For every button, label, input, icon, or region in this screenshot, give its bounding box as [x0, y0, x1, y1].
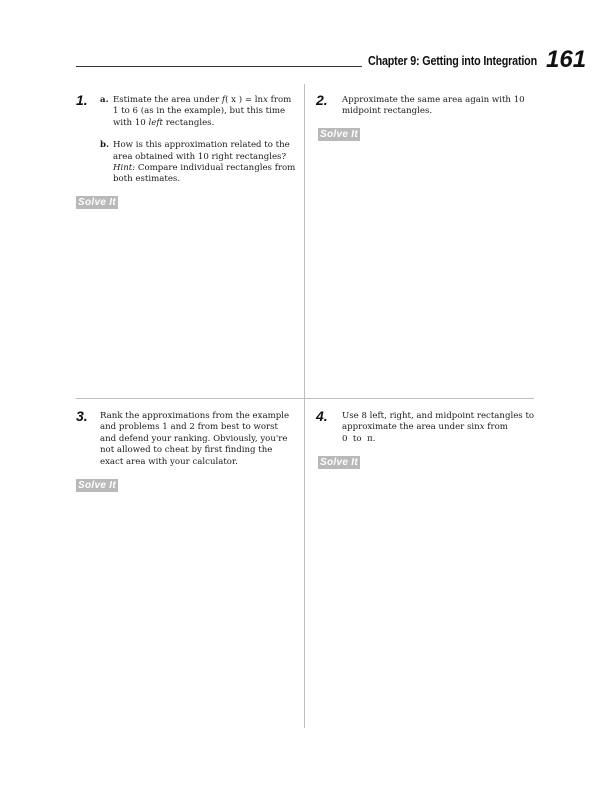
solve-it-button-2[interactable]: Solve It: [318, 128, 360, 141]
part-b-label: b.: [100, 140, 110, 151]
problem-1-text: [100, 95, 296, 186]
row-divider: [76, 398, 534, 399]
problem-3-number: 3.: [76, 408, 88, 424]
problem-4-text: Use 8 left, right, and midpoint rectangles to approximate the area under sinx from 0 to π.: [342, 411, 535, 444]
solve-it-button-1[interactable]: Solve It: [76, 196, 118, 209]
column-divider: [304, 84, 305, 728]
header-rule: [76, 66, 362, 67]
solve-it-button-3[interactable]: Solve It: [76, 479, 118, 492]
problem-1-part-b: b. How is this approximation related to the area obtained with 10 right rectangles? Hint: Compare individual rectangles from both estimates.: [100, 140, 296, 185]
part-a-label: a.: [100, 95, 109, 105]
problem-1-number: 1.: [76, 92, 88, 108]
problem-4-number: 4.: [316, 408, 328, 424]
problem-4-range: 0 to π.: [342, 433, 376, 444]
page-number: 161: [546, 46, 587, 73]
problem-3-text: Rank the approximations from the example and problems 1 and 2 from best to worst and defend your ranking. Obviously, you're not allowed to cheat by first finding the exact area with your calculator.: [100, 411, 290, 467]
problem-2-number: 2.: [316, 92, 328, 108]
solve-it-button-4[interactable]: Solve It: [318, 456, 360, 469]
problem-1-part-a: a. Estimate the area under f( x ) = lnx from 1 to 6 (as in the example), but this time with 10 left rectangles.: [100, 95, 292, 128]
chapter-title: Chapter 9: Getting into Integration: [368, 54, 537, 68]
problem-2-text: Approximate the same area again with 10 midpoint rectangles.: [342, 95, 525, 117]
